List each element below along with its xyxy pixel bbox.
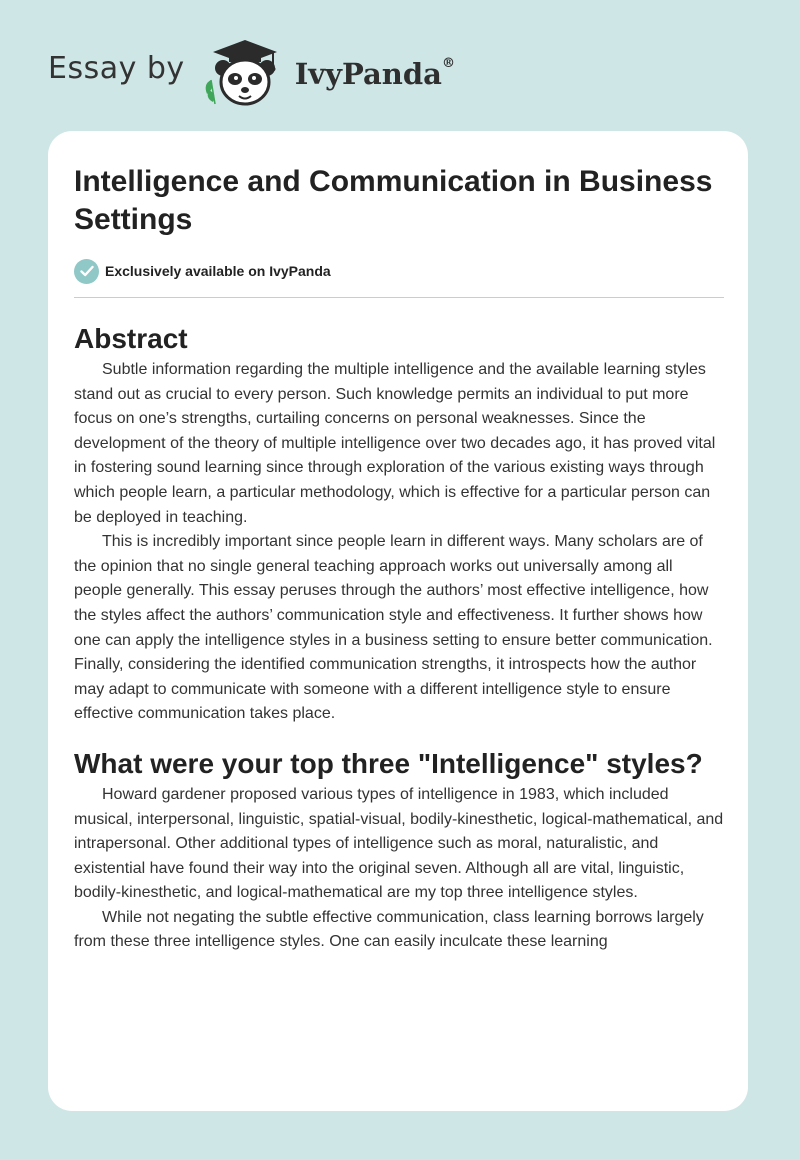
section-heading-abstract: Abstract: [74, 323, 188, 354]
divider: [74, 297, 724, 298]
paragraph: This is incredibly important since people learn in different ways. Many scholars are of the opinion that no single general teaching approach works out universally among all people generally. This essay peruses through the authors’ most effective intelligence, how the styles affect the authors’ communication style and effectiveness. It further shows how one can apply the intelligence styles in a business setting to ensure better communication. Finally, considering the identified communication strengths, it introspects how the author may adapt to communicate with someone with a different intelligence style to ensure effective communication takes place.: [74, 533, 713, 723]
paragraph: Subtle information regarding the multiple intelligence and the available learning styles stand out as crucial to every person. Such knowledge permits an individual to put more focus on one’s strengths, curtailing concerns on personal weaknesses. Since the development of the theory of multiple intelligence over two decades ago, it has proved vital in fostering sound learning since through exploration of the various existing ways through which people learn, a particular methodology, which is effective for a particular person can be deployed in teaching.: [74, 361, 716, 526]
essay-card: [48, 131, 748, 1111]
exclusive-badge: [74, 257, 724, 285]
check-circle-icon: [74, 259, 99, 284]
essay-content: [74, 163, 724, 955]
paragraph: Howard gardener proposed various types of intelligence in 1983, which included musical, interpersonal, linguistic, spatial-visual, bodily-kinesthetic, logical-mathematical, and intrapersonal. Other additional types of intelligence such as moral, naturalistic, and existential have found their way into the original seven. Although all are vital, linguistic, bodily-kinesthetic, and logical-mathematical are my top three intelligence styles.: [74, 785, 724, 902]
site-header: [48, 36, 455, 108]
section-heading-intelligence-styles: What were your top three "Intelligence" styles?: [74, 747, 703, 779]
brand-name: IvyPanda®: [294, 56, 455, 91]
page-title: Intelligence and Communication in Business Settings: [74, 165, 713, 236]
registered-mark: ®: [441, 56, 455, 72]
exclusive-badge-label: Exclusively available on IvyPanda: [105, 263, 331, 279]
paragraph: While not negating the subtle effective communication, class learning borrows largely from these three intelligence styles. One can easily inculcate these learning: [74, 908, 704, 951]
ivypanda-logo-icon[interactable]: [199, 36, 289, 108]
essay-by-label: Essay by: [48, 50, 185, 86]
